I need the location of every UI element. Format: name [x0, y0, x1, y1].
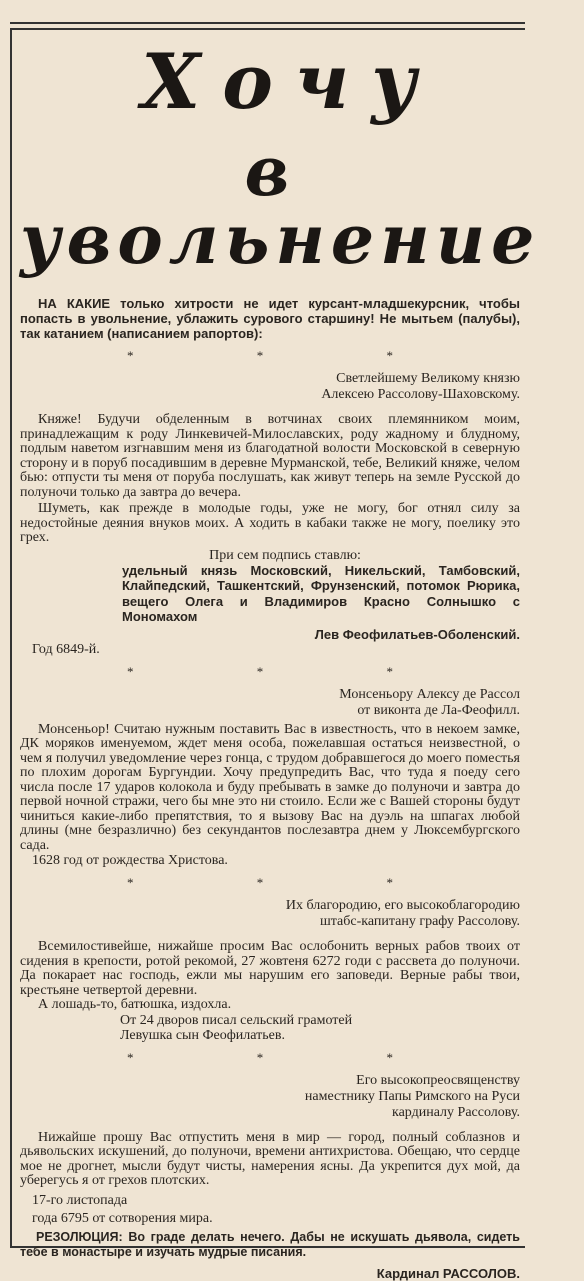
- letter3-address-line: Их благородию, его высокоблагородию: [285, 898, 520, 913]
- letter4-address-line: наместнику Папы Римского на Руси: [304, 1088, 520, 1104]
- letter4-paragraph: Нижайше прошу Вас отпустить меня в мир — город, полный соблазнов и дьявольских искушений, до полуночи, времени антихристова. Обещаю, что сердце мое не дрогнет, мысли будут чисты, намерения ясны. Да укрепится дух мой, да уберегусь я от грехов плотских.: [20, 1129, 520, 1188]
- resolution-signature: Кардинал РАССОЛОВ.: [376, 1265, 520, 1281]
- separator-stars: * * *: [127, 663, 453, 679]
- letter4-date: 17-го листопада: [32, 1192, 128, 1208]
- letter3-sign-line: Левушка сын Феофилатьев.: [120, 1027, 285, 1043]
- letter4-address-line: Его высокопреосвященству: [356, 1072, 520, 1088]
- separator-stars: * * *: [127, 1049, 453, 1065]
- separator-stars: * * *: [127, 348, 453, 363]
- resolution: РЕЗОЛЮЦИЯ: Во граде делать нечего. Дабы не искушать дьявола, сидеть тебе в монастыре и изучать мудрые писания.: [20, 1229, 520, 1259]
- letter1-paragraph: При сем подпись ставлю:: [209, 547, 361, 563]
- letter1-signature-name: Лев Феофилатьев-Оболенский.: [314, 626, 520, 642]
- letter3-paragraph: А лошадь-то, батюшка, издохла.: [38, 997, 232, 1012]
- letter1-paragraph: Княже! Будучи обделенным в вотчинах своих племянником моим, принадлежащим к роду Линкевичей-Милославских, роду жадному и блудному, подлым наветом изгнавшим меня из благодатной волости Московской в северную сторону и в поруб посадившим в деревне Мурманской, тебе, Великий княже, челом бью: отпусти ты меня от поруба послушать, как живут теперь на земле Русской до полуночи только да завтра до вечера.: [20, 412, 520, 500]
- letter2-date: 1628 год от рождества Христова.: [32, 853, 228, 868]
- letter2-address-line: от виконта де Ла-Феофилл.: [357, 702, 520, 718]
- letter1-date: Год 6849-й.: [32, 641, 100, 657]
- title-line-1: Хочу: [141, 37, 439, 126]
- letter2-paragraph: Монсеньор! Считаю нужным поставить Вас в известность, что в некоем замке, ДК моряков именуемом, ждет меня особа, пожелавшая остаться неизвестной, о чем я получил уведомление через гонца, с трудом добравшегося до моего поместья по плохим дорогам Бургундии. Хочу предупредить Вас, что туда я поеду сего числа после 17 ударов колокола и буду пребывать в замке до полуночи и завтра до первой ночной стражи, чего бы мне это ни стоило. Если же с Вашей стороны будут чиниться какие-либо препятствия, то я вызову Вас на дуэль на шпагах любой длины (мне безразлично) без секундантов послезавтра днем у Люксембургского сада.: [20, 721, 520, 853]
- top-rule: [10, 22, 525, 24]
- letter1-signature-titles: удельный князь Московский, Никельский, Тамбовский, Клайпедский, Ташкентский, Фрунзенский, потомок Рюрика, вещего Олега и Владимиров Красно Солнышко с Мономахом: [122, 562, 520, 624]
- separator-stars: * * *: [127, 875, 453, 890]
- article: [20, 30, 541, 1281]
- letter2-address-line: Монсеньору Алексу де Рассол: [339, 686, 520, 702]
- letter4-date: года 6795 от сотворения мира.: [32, 1210, 213, 1226]
- letter1-address-line: Алексею Рассолову-Шаховскому.: [321, 387, 520, 402]
- letter1-paragraph: Шуметь, как прежде в молодые годы, уже не могу, бог отнял силу за недостойные деяния внуков моих. А ходить в кабаки также не могу, поелику это грех.: [20, 501, 520, 545]
- letter3-sign-line: От 24 дворов писал сельский грамотей: [120, 1012, 353, 1028]
- letter3-address-line: штабс-капитану графу Рассолову.: [319, 914, 520, 929]
- title-line-2: в увольнение: [20, 132, 541, 280]
- lead-paragraph: НА КАКИЕ только хитрости не идет курсант-младшекурсник, чтобы попасть в увольнение, ублажить сурового старшину! Не мытьем (палубы), так катанием (написанием рапортов):: [20, 296, 520, 341]
- letter4-address-line: кардиналу Рассолову.: [391, 1104, 520, 1120]
- letter3-paragraph: Всемилостивейше, нижайше просим Вас ослобонить верных рабов твоих от сидения в крепости, ротой рекомой, 27 жовтеня 6272 годи с рассвета до полуночи. Да покарает нас господь, ежли мы нарушим его заповеди. Верные рабы твои, крестьяне четвертой деревни.: [20, 939, 520, 998]
- letter1-address-line: Светлейшему Великому князю: [336, 371, 520, 386]
